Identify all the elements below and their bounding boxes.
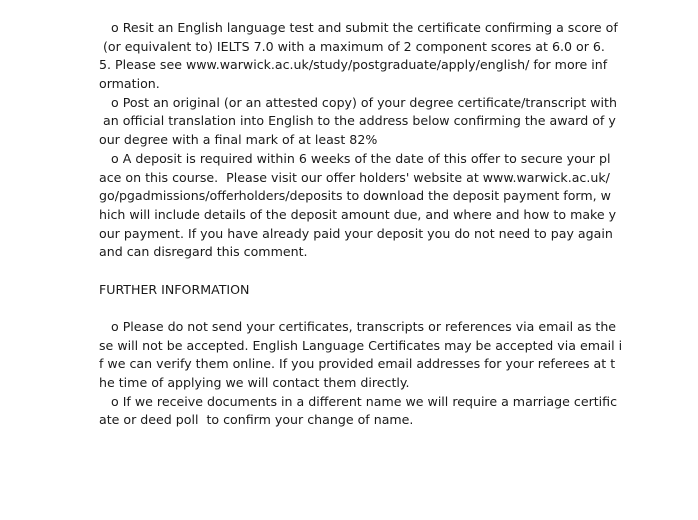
document-line: o Resit an English language test and submit the certificate confirming a score of (99, 20, 618, 35)
document-line: se will not be accepted. English Language Certificates may be accepted via email i (99, 337, 623, 353)
document-line: o Post an original (or an attested copy) of your degree certificate/transcript with (99, 94, 617, 110)
document-line: ormation. (99, 76, 160, 92)
document-line: o If we receive documents in a different name we will require a marriage certific (99, 393, 618, 409)
document-line: ace on this course. Please visit our offer holders' website at www.warwick.ac.uk/ (99, 169, 610, 185)
document-line: o A deposit is required within 6 weeks of the date of this offer to secure your pl (99, 150, 611, 166)
document-line: ate or deed poll to confirm your change of name. (99, 412, 414, 428)
document-line: our payment. If you have already paid your deposit you do not need to pay again (99, 225, 613, 241)
blank-line (99, 262, 609, 281)
document-line: and can disregard this comment. (99, 244, 308, 260)
section-heading-further-information: FURTHER INFORMATION (99, 281, 250, 297)
document-line: o Please do not send your certificates, transcripts or references via email as the (99, 319, 617, 334)
blank-line (99, 299, 609, 318)
document-line: our degree with a final mark of at least 82% (99, 132, 378, 148)
document-line: 5. Please see www.warwick.ac.uk/study/postgraduate/apply/english/ for more inf (99, 57, 608, 73)
document-line: f we can verify them online. If you provided email addresses for your referees at t (99, 356, 616, 372)
offer-conditions-document (99, 19, 623, 430)
document-line: hich will include details of the deposit amount due, and where and how to make y (99, 206, 617, 222)
document-line: go/pgadmissions/offerholders/deposits to download the deposit payment form, w (99, 188, 611, 204)
document-line: (or equivalent to) IELTS 7.0 with a maximum of 2 component scores at 6.0 or 6. (99, 38, 605, 54)
document-line: he time of applying we will contact them directly. (99, 375, 410, 391)
document-line: an official translation into English to the address below confirming the award of y (99, 113, 616, 129)
